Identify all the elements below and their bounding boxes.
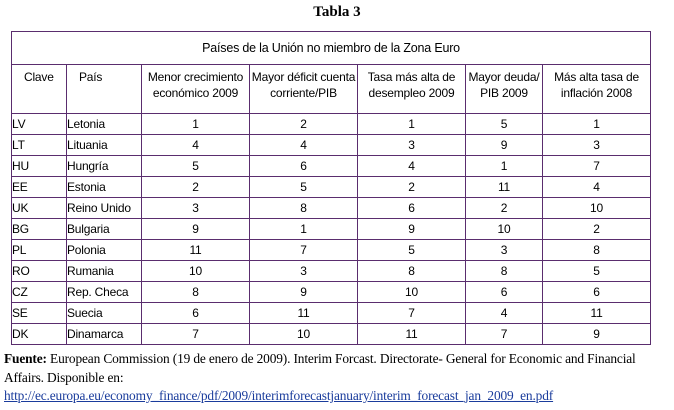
table-title: Tabla 3: [313, 4, 361, 20]
table-row: [12, 198, 651, 219]
cell-desempleo: 2: [358, 177, 466, 198]
cell-inflacion: 9: [543, 324, 651, 345]
cell-desempleo: 9: [358, 219, 466, 240]
cell-crecimiento: 2: [142, 177, 250, 198]
cell-pais: Rumania: [67, 261, 142, 282]
cell-crecimiento: 8: [142, 282, 250, 303]
cell-clave: PL: [12, 240, 67, 261]
cell-inflacion: 7: [543, 156, 651, 177]
source-link[interactable]: http://ec.europa.eu/economy_finance/pdf/2009/interimforecastjanuary/interim_forecast_jan_2009_en.pdf: [4, 388, 554, 403]
cell-desempleo: 5: [358, 240, 466, 261]
cell-deuda: 11: [466, 177, 543, 198]
cell-clave: BG: [12, 219, 67, 240]
cell-pais: Letonia: [67, 114, 142, 135]
cell-crecimiento: 1: [142, 114, 250, 135]
group-header-row: [12, 32, 651, 65]
cell-crecimiento: 6: [142, 303, 250, 324]
cell-deficit: 3: [250, 261, 358, 282]
cell-inflacion: 3: [543, 135, 651, 156]
cell-deficit: 4: [250, 135, 358, 156]
data-table: [11, 31, 651, 345]
cell-pais: Bulgaria: [67, 219, 142, 240]
cell-deficit: 11: [250, 303, 358, 324]
cell-deuda: 9: [466, 135, 543, 156]
cell-crecimiento: 11: [142, 240, 250, 261]
cell-inflacion: 2: [543, 219, 651, 240]
column-header-deficit: Mayor déficit cuenta corriente/PIB: [250, 65, 358, 114]
column-header-inflacion: Más alta tasa de inflación 2008: [543, 65, 651, 114]
cell-clave: LT: [12, 135, 67, 156]
group-header: Países de la Unión no miembro de la Zona Euro: [12, 32, 651, 65]
cell-inflacion: 6: [543, 282, 651, 303]
cell-crecimiento: 9: [142, 219, 250, 240]
source-text: European Commission (19 de enero de 2009). Interim Forcast. Directorate- General for Economic and Financial Affairs. Disponible en:: [4, 351, 636, 385]
table-row: [12, 261, 651, 282]
cell-crecimiento: 5: [142, 156, 250, 177]
cell-deficit: 8: [250, 198, 358, 219]
cell-pais: Polonia: [67, 240, 142, 261]
cell-inflacion: 10: [543, 198, 651, 219]
cell-inflacion: 11: [543, 303, 651, 324]
column-header-crecimiento: Menor crecimiento económico 2009: [142, 65, 250, 114]
cell-pais: Rep. Checa: [67, 282, 142, 303]
cell-deficit: 10: [250, 324, 358, 345]
cell-inflacion: 5: [543, 261, 651, 282]
table-row: [12, 324, 651, 345]
cell-clave: HU: [12, 156, 67, 177]
cell-pais: Suecia: [67, 303, 142, 324]
cell-crecimiento: 10: [142, 261, 250, 282]
table-row: [12, 219, 651, 240]
cell-deuda: 3: [466, 240, 543, 261]
cell-deuda: 10: [466, 219, 543, 240]
cell-clave: DK: [12, 324, 67, 345]
cell-pais: Estonia: [67, 177, 142, 198]
column-header-pais: País: [67, 65, 142, 114]
cell-crecimiento: 7: [142, 324, 250, 345]
cell-deuda: 4: [466, 303, 543, 324]
table-row: [12, 282, 651, 303]
cell-deuda: 5: [466, 114, 543, 135]
column-header-clave: Clave: [12, 65, 67, 114]
table-row: [12, 177, 651, 198]
source-label: Fuente:: [4, 351, 47, 366]
cell-deficit: 7: [250, 240, 358, 261]
column-header-desempleo: Tasa más alta de desempleo 2009: [358, 65, 466, 114]
cell-deficit: 9: [250, 282, 358, 303]
table-row: [12, 240, 651, 261]
cell-pais: Hungría: [67, 156, 142, 177]
column-header-deuda: Mayor deuda/ PIB 2009: [466, 65, 543, 114]
cell-desempleo: 8: [358, 261, 466, 282]
column-header-row: [12, 65, 651, 114]
cell-crecimiento: 4: [142, 135, 250, 156]
cell-inflacion: 4: [543, 177, 651, 198]
cell-deuda: 6: [466, 282, 543, 303]
cell-deuda: 1: [466, 156, 543, 177]
cell-desempleo: 6: [358, 198, 466, 219]
cell-pais: Dinamarca: [67, 324, 142, 345]
cell-clave: UK: [12, 198, 67, 219]
cell-deficit: 6: [250, 156, 358, 177]
table-row: [12, 156, 651, 177]
cell-clave: RO: [12, 261, 67, 282]
cell-crecimiento: 3: [142, 198, 250, 219]
cell-desempleo: 11: [358, 324, 466, 345]
cell-desempleo: 4: [358, 156, 466, 177]
table-row: [12, 303, 651, 324]
cell-clave: EE: [12, 177, 67, 198]
cell-desempleo: 10: [358, 282, 466, 303]
table-row: [12, 135, 651, 156]
cell-clave: CZ: [12, 282, 67, 303]
cell-clave: LV: [12, 114, 67, 135]
cell-pais: Reino Unido: [67, 198, 142, 219]
cell-desempleo: 1: [358, 114, 466, 135]
cell-desempleo: 3: [358, 135, 466, 156]
cell-deficit: 1: [250, 219, 358, 240]
cell-inflacion: 1: [543, 114, 651, 135]
table-row: [12, 114, 651, 135]
cell-clave: SE: [12, 303, 67, 324]
cell-inflacion: 8: [543, 240, 651, 261]
cell-deuda: 7: [466, 324, 543, 345]
cell-pais: Lituania: [67, 135, 142, 156]
cell-desempleo: 7: [358, 303, 466, 324]
cell-deuda: 2: [466, 198, 543, 219]
table-body: [12, 114, 651, 345]
cell-deficit: 5: [250, 177, 358, 198]
cell-deficit: 2: [250, 114, 358, 135]
cell-deuda: 8: [466, 261, 543, 282]
source-note: [4, 350, 674, 406]
